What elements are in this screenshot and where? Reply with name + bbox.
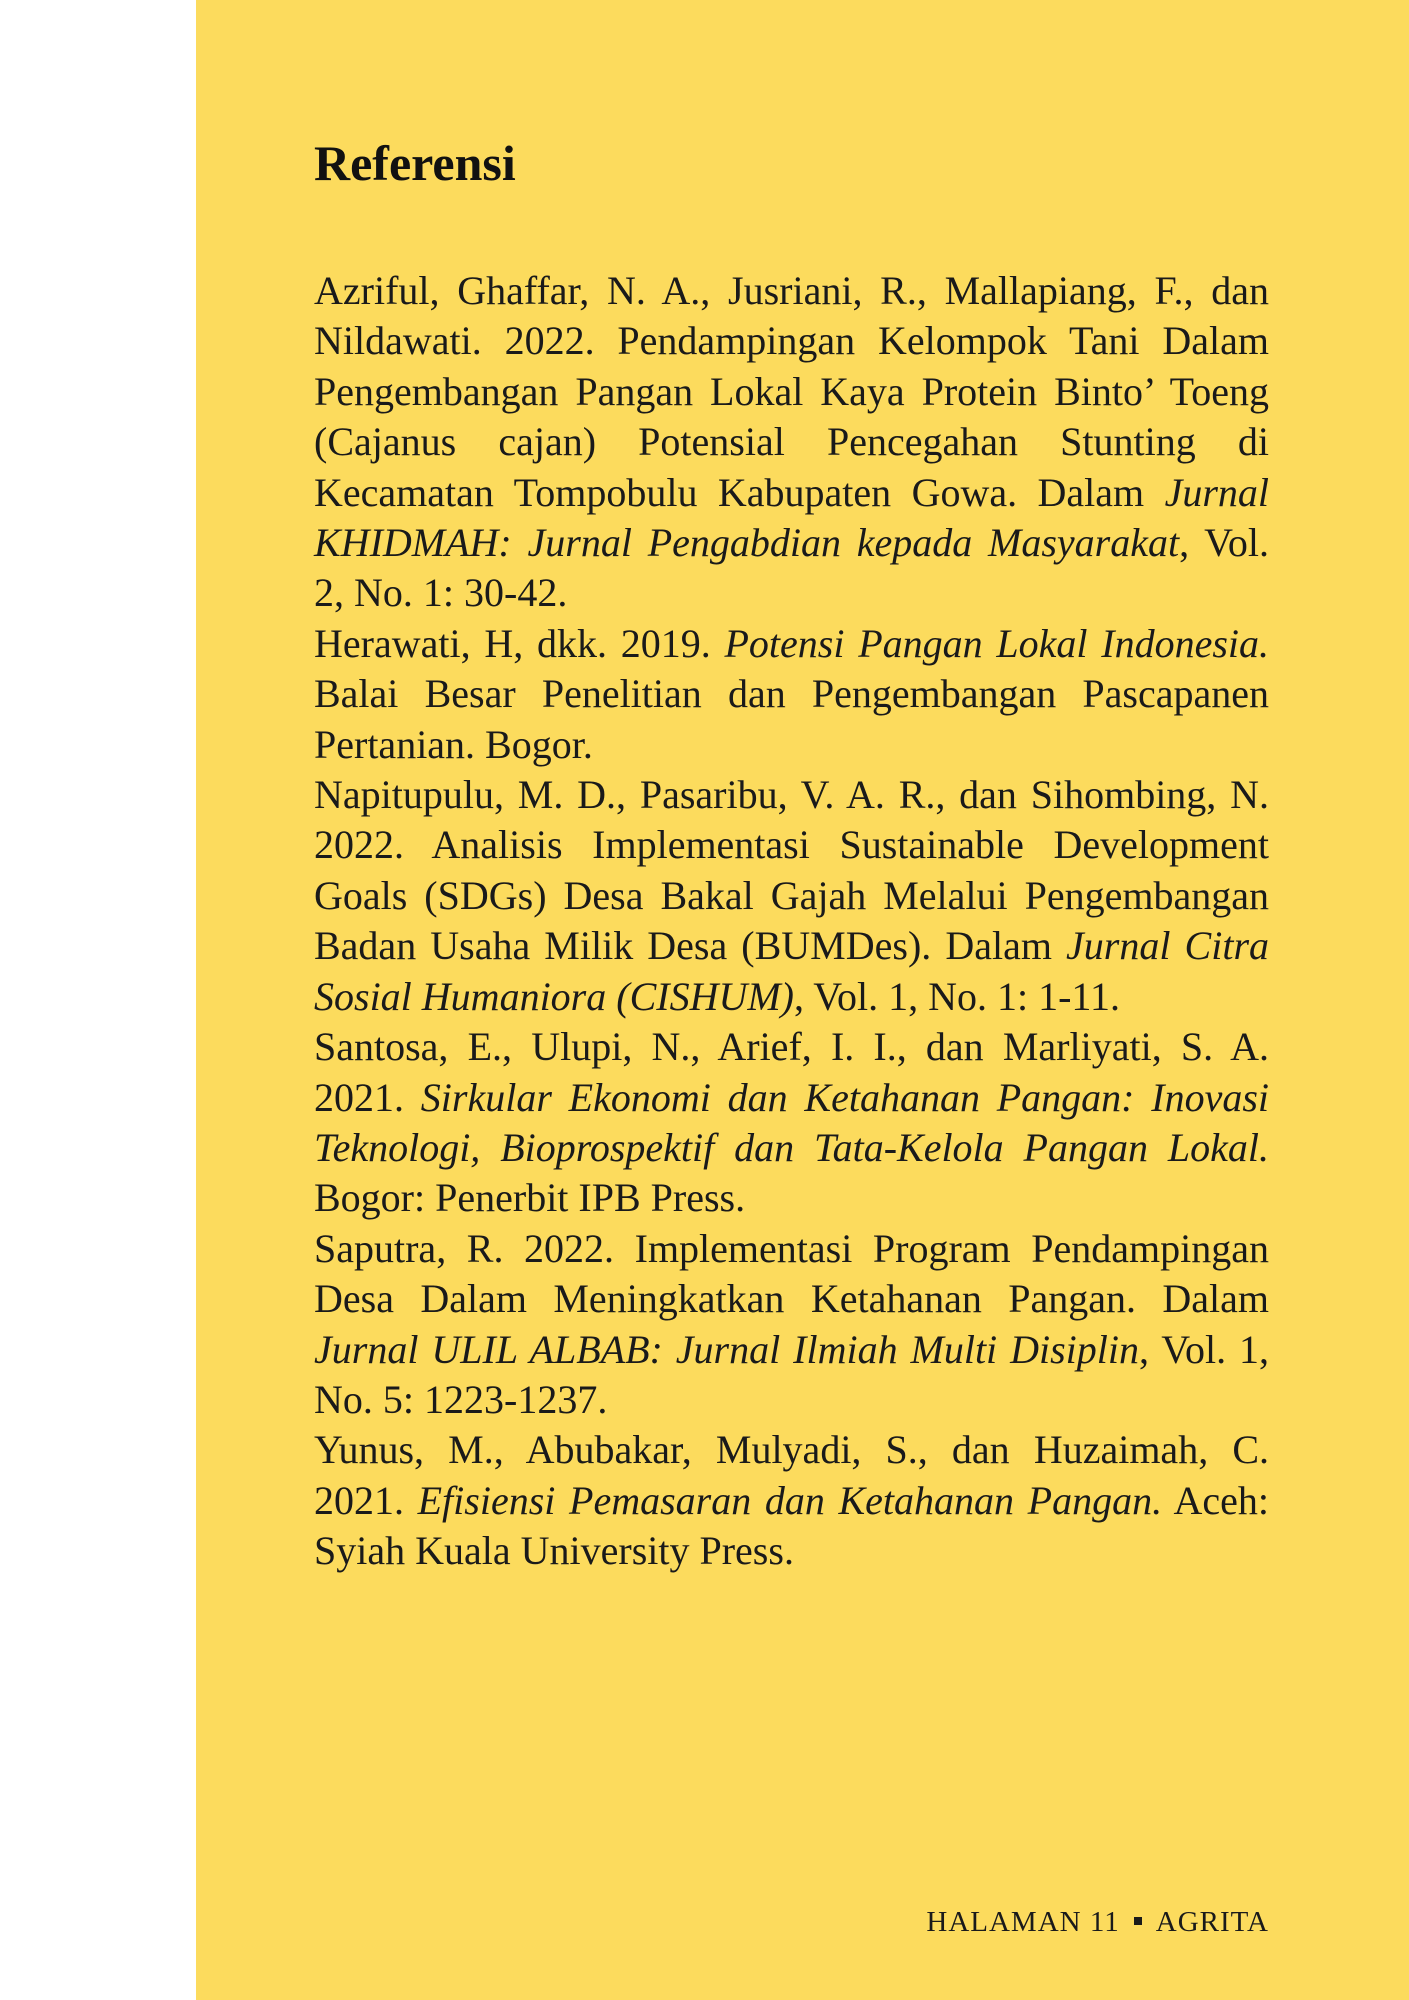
reference-item [314,1224,1269,1426]
reference-text-end: , Vol. 1, No. 1: 1-11. [793,973,1120,1019]
reference-source-title: Sirkular Ekonomi dan Ketahanan Pangan: Inovasi Teknologi, Bioprospektif dan Tata-Kelola Pangan Lokal. [314,1074,1270,1170]
page-footer [926,1906,1269,1939]
reference-text-end: Balai Besar Penelitian dan Pengembangan Pascapanen Pertanian. Bogor. [314,671,1269,767]
separator-square-icon [1134,1917,1142,1925]
references-section [314,132,1269,1577]
page-number-label: HALAMAN 11 [926,1906,1120,1938]
reference-text: Azriful, Ghaffar, N. A., Jusriani, R., Mallapiang, F., dan Nildawati. 2022. Pendampingan Kelompok Tani Dalam Pengembangan Pangan Lokal Kaya Protein Binto’ Toeng (Cajanus cajan) Potensial Pencegahan Stunting di Kecamatan Tompobulu Kabupaten Gowa. Dalam [314,268,1269,515]
reference-item [314,266,1269,619]
reference-source-title: Potensi Pangan Lokal Indonesia. [724,620,1269,666]
page-title: Referensi [314,135,516,191]
reference-text-end: , Vol. 1, No. 5: 1223-1237. [314,1326,1269,1422]
reference-text: Santosa, E., Ulupi, N., Arief, I. I., dan Marliyati, S. A. 2021. [314,1024,1269,1120]
reference-text: Yunus, M., Abubakar, Mulyadi, S., dan Huzaimah, C. 2021. [314,1427,1269,1523]
reference-text: Herawati, H, dkk. 2019. [314,620,725,666]
reference-list [314,266,1269,1577]
reference-source-title: Efisiensi Pemasaran dan Ketahanan Pangan. [417,1477,1163,1523]
reference-item [314,619,1269,770]
reference-item [314,1425,1269,1576]
reference-text-end: , Vol. 2, No. 1: 30-42. [314,520,1269,616]
reference-text-end: Bogor: Penerbit IPB Press. [314,1175,746,1221]
publication-name: AGRITA [1155,1906,1269,1938]
reference-text-end: Aceh: Syiah Kuala University Press. [314,1477,1269,1574]
reference-item [314,1022,1269,1224]
reference-text: Saputra, R. 2022. Implementasi Program Pendampingan Desa Dalam Meningkatkan Ketahanan Pangan. Dalam [314,1225,1269,1322]
reference-item [314,770,1269,1022]
reference-text: Napitupulu, M. D., Pasaribu, V. A. R., dan Sihombing, N. 2022. Analisis Implementasi Sustainable Development Goals (SDGs) Desa Bakal Gajah Melalui Pengembangan Badan Usaha Milik Desa (BUMDes). Dalam [314,772,1269,969]
reference-source-title: Jurnal ULIL ALBAB: Jurnal Ilmiah Multi Disiplin [314,1326,1140,1372]
reference-source-title: Jurnal KHIDMAH: Jurnal Pengabdian kepada Masyarakat [314,469,1269,566]
reference-source-title: Jurnal Citra Sosial Humaniora (CISHUM) [314,923,1270,1019]
